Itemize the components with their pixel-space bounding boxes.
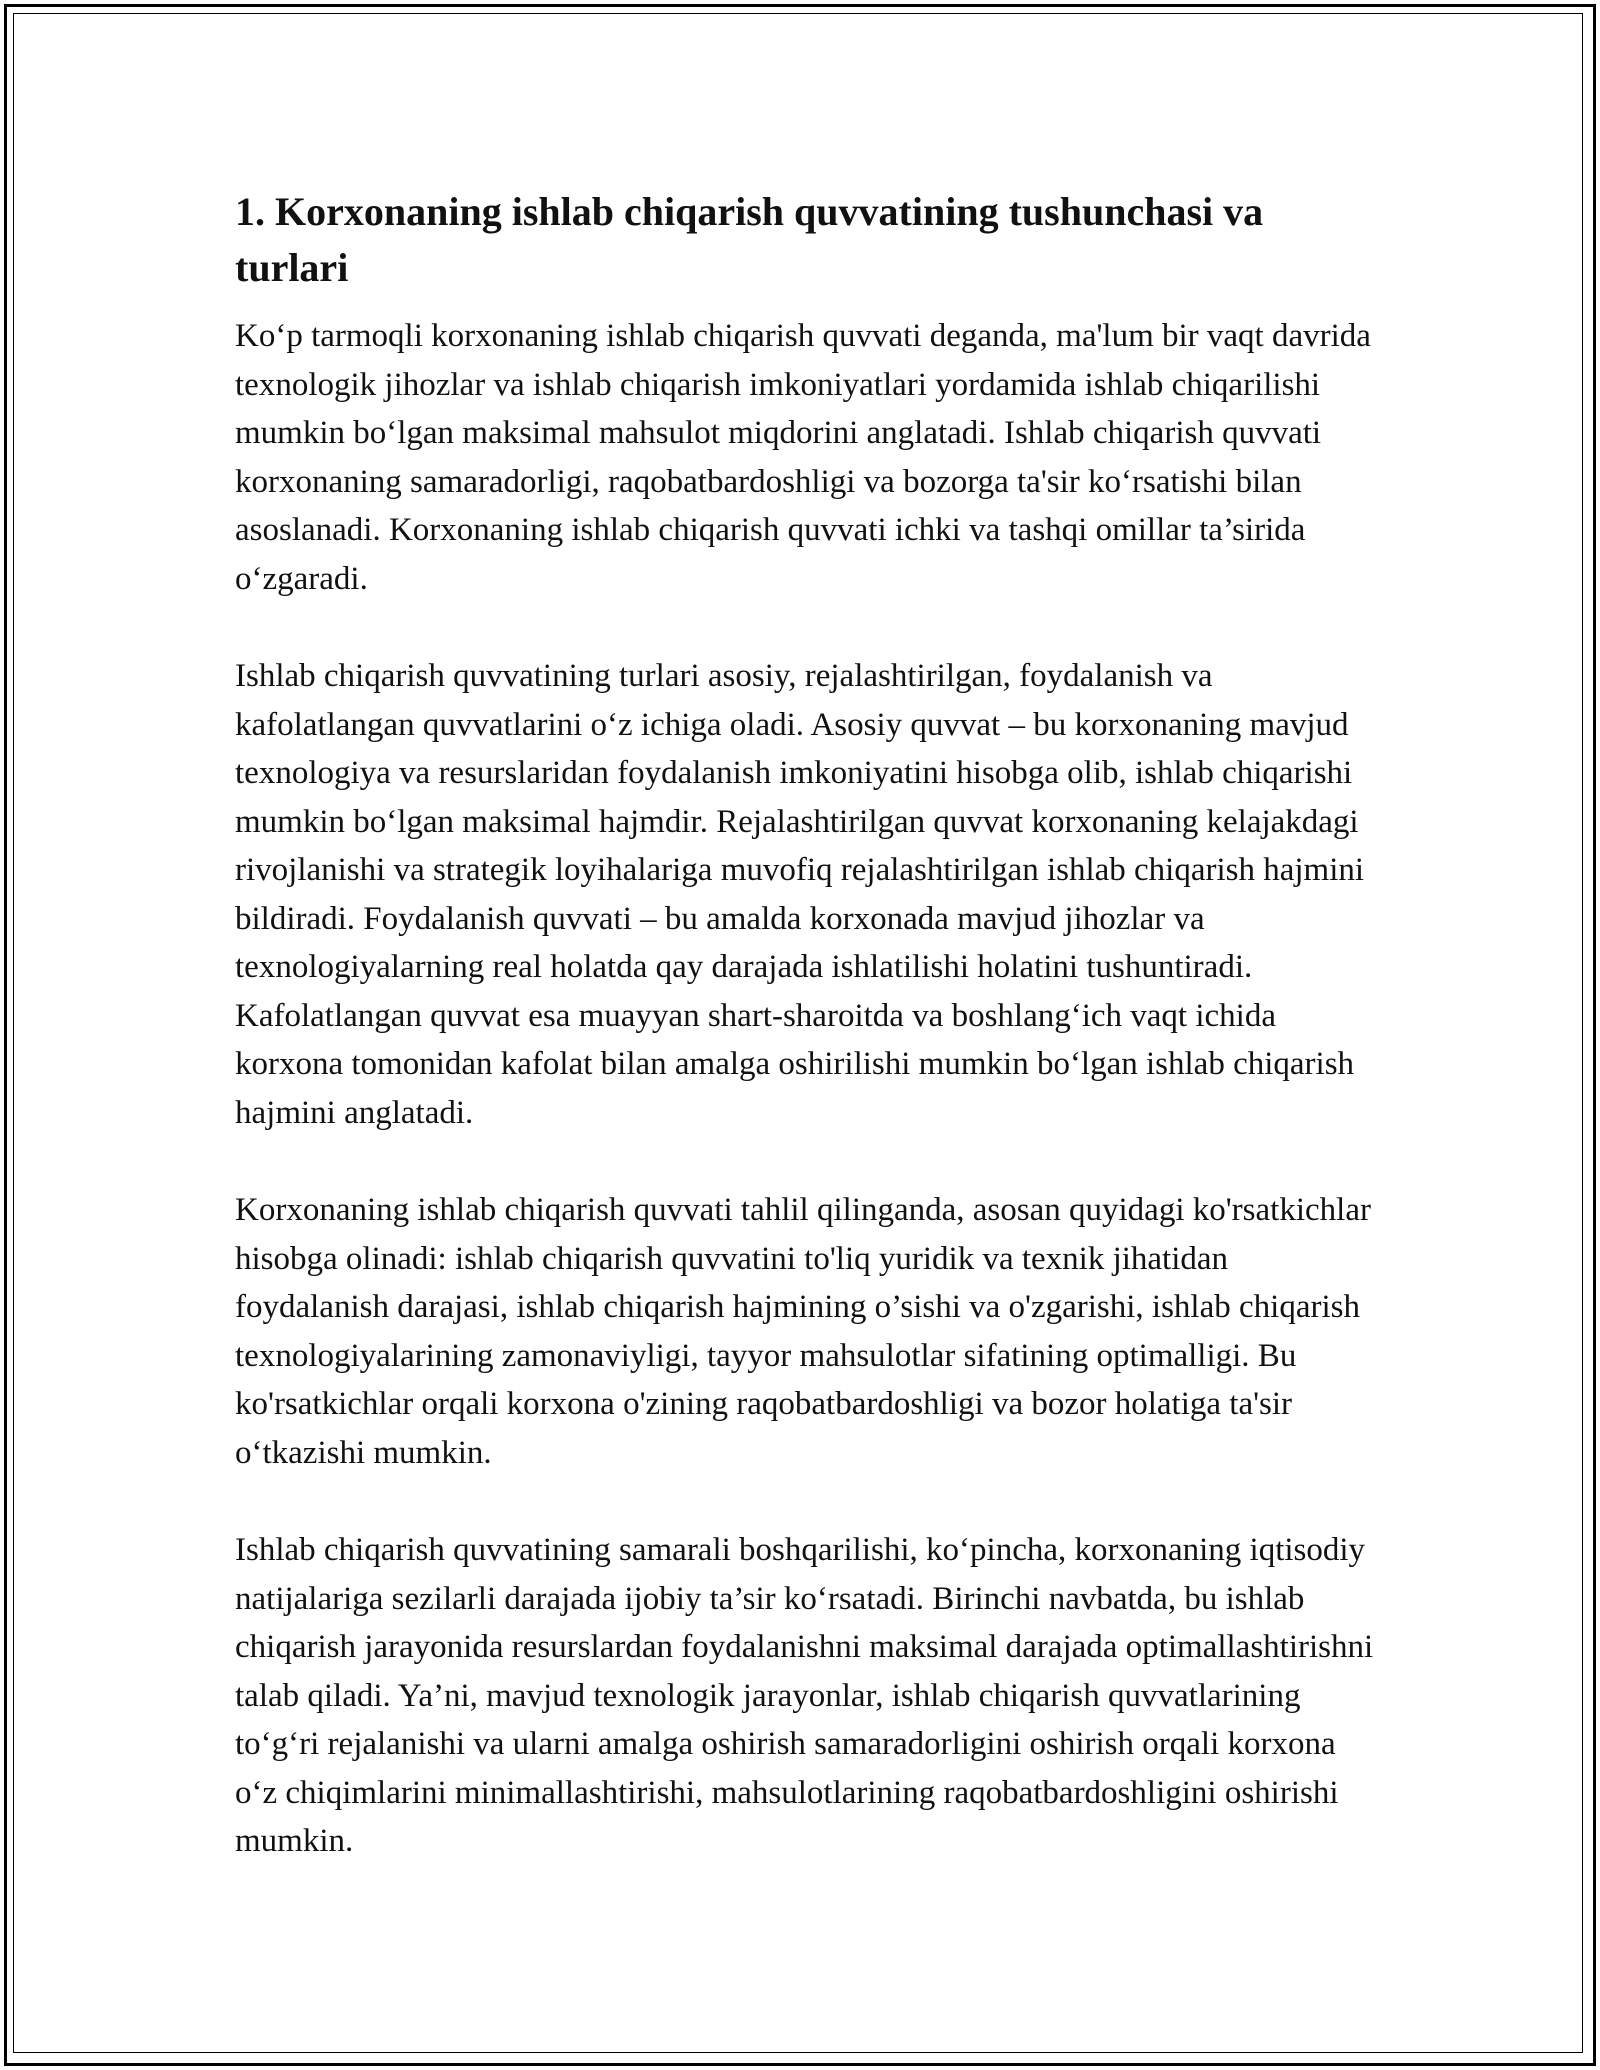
paragraph-2: Ishlab chiqarish quvvatining turlari asosiy, rejalashtirilgan, foydalanish va kafolatlangan quvvatlarini oʻz ichiga oladi. Asosiy quvvat – bu korxonaning mavjud texnologiya va resurslaridan foydalanish imkoniyatini hisobga olib, ishlab chiqarishi mumkin boʻlgan maksimal hajmdir. Rejalashtirilgan quvvat korxonaning kelajakdagi rivojlanishi va strategik loyihalariga muvofiq rejalashtirilgan ishlab chiqarish hajmini bildiradi. Foydalanish quvvati – bu amalda korxonada mavjud jihozlar va texnologiyalarning real holatda qay darajada ishlatilishi holatini tushuntiradi. Kafolatlangan quvvat esa muayyan shart-sharoitda va boshlangʻich vaqt ichida korxona tomonidan kafolat bilan amalga oshirilishi mumkin boʻlgan ishlab chiqarish hajmini anglatadi. [235, 658, 1365, 1131]
paragraph-3: Korxonaning ishlab chiqarish quvvati tahlil qilinganda, asosan quyidagi ko'rsatkichlar hisobga olinadi: ishlab chiqarish quvvatini to'liq yuridik va texnik jihatidan foydalanish darajasi, ishlab chiqarish hajmining o’sishi va o'zgarishi, ishlab chiqarish texnologiyalarining zamonaviyligi, tayyor mahsulotlar sifatining optimalligi. Bu ko'rsatkichlar orqali korxona o'zining raqobatbardoshligi va bozor holatiga ta'sir oʻtkazishi mumkin. [235, 1192, 1371, 1471]
section-heading: 1. Korxonaning ishlab chiqarish quvvatining tushunchasi va turlari [235, 189, 1264, 290]
document-body [235, 184, 1375, 1915]
paragraph-4: Ishlab chiqarish quvvatining samarali boshqarilishi, koʻpincha, korxonaning iqtisodiy natijalariga sezilarli darajada ijobiy ta’sir koʻrsatadi. Birinchi navbatda, bu ishlab chiqarish jarayonida resurslardan foydalanishni maksimal darajada optimallashtirishni talab qiladi. Ya’ni, mavjud texnologik jarayonlar, ishlab chiqarish quvvatlarining toʻgʻri rejalanishi va ularni amalga oshirish samaradorligini oshirish orqali korxona oʻz chiqimlarini minimallashtirishi, mahsulotlarining raqobatbardoshligini oshirishi mumkin. [235, 1532, 1374, 1859]
paragraph-1: Koʻp tarmoqli korxonaning ishlab chiqarish quvvati deganda, ma'lum bir vaqt davrida texnologik jihozlar va ishlab chiqarish imkoniyatlari yordamida ishlab chiqarilishi mumkin boʻlgan maksimal mahsulot miqdorini anglatadi. Ishlab chiqarish quvvati korxonaning samaradorligi, raqobatbardoshligi va bozorga ta'sir koʻrsatishi bilan asoslanadi. Korxonaning ishlab chiqarish quvvati ichki va tashqi omillar ta’sirida oʻzgaradi. [235, 318, 1371, 597]
